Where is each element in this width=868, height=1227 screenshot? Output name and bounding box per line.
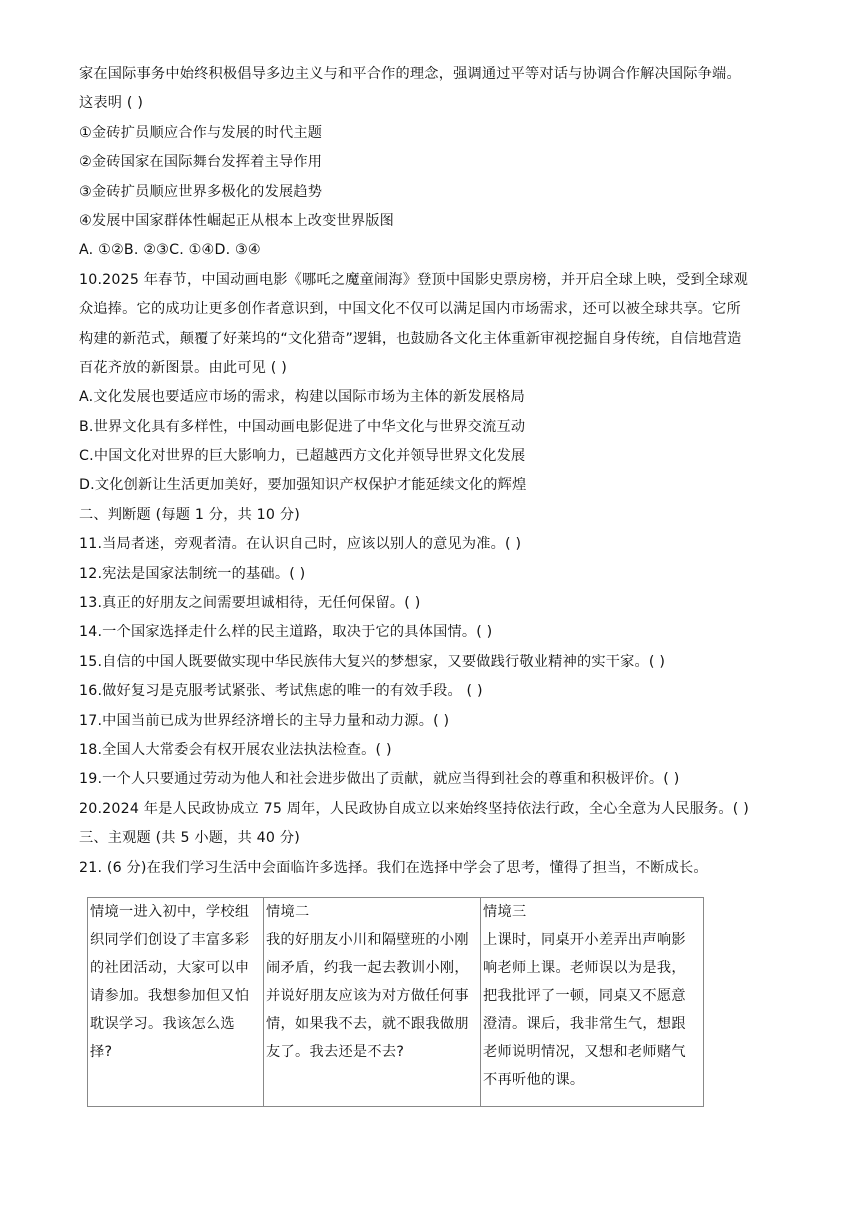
option-b: B.世界文化具有多样性，中国动画电影促进了中华文化与世界交流互动	[79, 418, 526, 435]
cell-line: 上课时，同桌开小差弄出声响影	[483, 932, 686, 948]
option-d: D.文化创新让生活更加美好，要加强知识产权保护才能延续文化的辉煌	[79, 477, 527, 494]
section-heading: 二、判断题 (每题 1 分，共 10 分)	[79, 506, 300, 523]
cell-line: 把我批评了一顿，同桌又不愿意	[483, 988, 686, 1004]
cell-line: 不再听他的课。	[483, 1072, 585, 1088]
question-10: 10.2025 年春节，中国动画电影《哪吒之魔童闹海》登顶中国影史票房榜，并开启全球上映，受到全球观	[79, 271, 749, 288]
text-line: 众追捧。它的成功让更多创作者意识到，中国文化不仅可以满足国内市场需求，还可以被全球共享。它所	[79, 301, 741, 318]
cell-line: 的社团活动，大家可以申	[90, 960, 250, 976]
cell-line: 耽误学习。我该怎么选	[90, 1016, 235, 1032]
text-line: 这表明 ( )	[79, 95, 144, 112]
cell-line: 老师说明情况，又想和老师赌气	[483, 1044, 686, 1060]
question-16: 16.做好复习是克服考试紧张、考试焦虑的唯一的有效手段。 ( )	[79, 683, 483, 700]
cell-line: 情境三	[483, 904, 527, 920]
question-15: 15.自信的中国人既要做实现中华民族伟大复兴的梦想家，又要做践行敬业精神的实干家。( )	[79, 653, 666, 670]
scenario-cell-1	[88, 898, 264, 1107]
question-11: 11.当局者迷，旁观者清。在认识自己时，应该以别人的意见为准。( )	[79, 536, 522, 553]
question-21: 21. (6 分)在我们学习生活中会面临许多选择。我们在选择中学会了思考，懂得了担当，不断成长。	[79, 859, 708, 876]
question-12: 12.宪法是国家法制统一的基础。( )	[79, 565, 306, 582]
option-line: ④发展中国家群体性崛起正从根本上改变世界版图	[79, 212, 395, 229]
scenario-cell-3	[481, 898, 704, 1107]
cell-line: 友了。我去还是不去?	[266, 1044, 405, 1060]
cell-line: 响老师上课。老师误以为是我，	[483, 960, 686, 976]
scenario-table	[87, 897, 704, 1107]
text-line: 构建的新范式，颠覆了好莱坞的“文化猎奇”逻辑，也鼓励各文化主体重新审视挖掘自身传统，自信地营造	[79, 330, 742, 347]
question-20: 20.2024 年是人民政协成立 75 周年，人民政协自成立以来始终坚持依法行政，全心全意为人民服务。( )	[79, 800, 749, 817]
cell-line: 请参加。我想参加但又怕	[90, 988, 250, 1004]
option-line: ①金砖扩员顺应合作与发展的时代主题	[79, 124, 323, 141]
question-19: 19.一个人只要通过劳动为他人和社会进步做出了贡献，就应当得到社会的尊重和积极评价。( )	[79, 771, 680, 788]
cell-line: 并说好朋友应该为对方做任何事	[266, 988, 469, 1004]
option-a: A.文化发展也要适应市场的需求，构建以国际市场为主体的新发展格局	[79, 389, 525, 406]
table-row	[88, 898, 704, 1107]
question-17: 17.中国当前已成为世界经济增长的主导力量和动力源。( )	[79, 712, 450, 729]
text-line: 百花齐放的新图景。由此可见 ( )	[79, 359, 287, 376]
answer-choices: A. ①②B. ②③C. ①④D. ③④	[79, 242, 261, 259]
question-14: 14.一个国家选择走什么样的民主道路，取决于它的具体国情。( )	[79, 624, 493, 641]
option-c: C.中国文化对世界的巨大影响力，已超越西方文化并领导世界文化发展	[79, 448, 526, 465]
cell-line: 情境二	[266, 904, 310, 920]
option-line: ②金砖国家在国际舞台发挥着主导作用	[79, 154, 323, 171]
cell-line: 情境一进入初中，学校组	[90, 904, 250, 920]
cell-line: 情，如果我不去，就不跟我做朋	[266, 1016, 469, 1032]
cell-line: 澄清。课后，我非常生气，想跟	[483, 1016, 686, 1032]
cell-line: 我的好朋友小川和隔壁班的小刚	[266, 932, 469, 948]
question-13: 13.真正的好朋友之间需要坦诚相待，无任何保留。( )	[79, 595, 421, 612]
option-line: ③金砖扩员顺应世界多极化的发展趋势	[79, 183, 323, 200]
section-heading: 三、主观题 (共 5 小题，共 40 分)	[79, 830, 300, 847]
question-18: 18.全国人大常委会有权开展农业法执法检查。( )	[79, 741, 392, 758]
document-body	[79, 60, 799, 883]
cell-line: 闹矛盾，约我一起去教训小刚，	[266, 960, 469, 976]
cell-line: 织同学们创设了丰富多彩	[90, 932, 250, 948]
scenario-cell-2	[264, 898, 481, 1107]
text-line: 家在国际事务中始终积极倡导多边主义与和平合作的理念，强调通过平等对话与协调合作解决国际争端。	[79, 66, 741, 82]
cell-line: 择?	[90, 1044, 113, 1060]
